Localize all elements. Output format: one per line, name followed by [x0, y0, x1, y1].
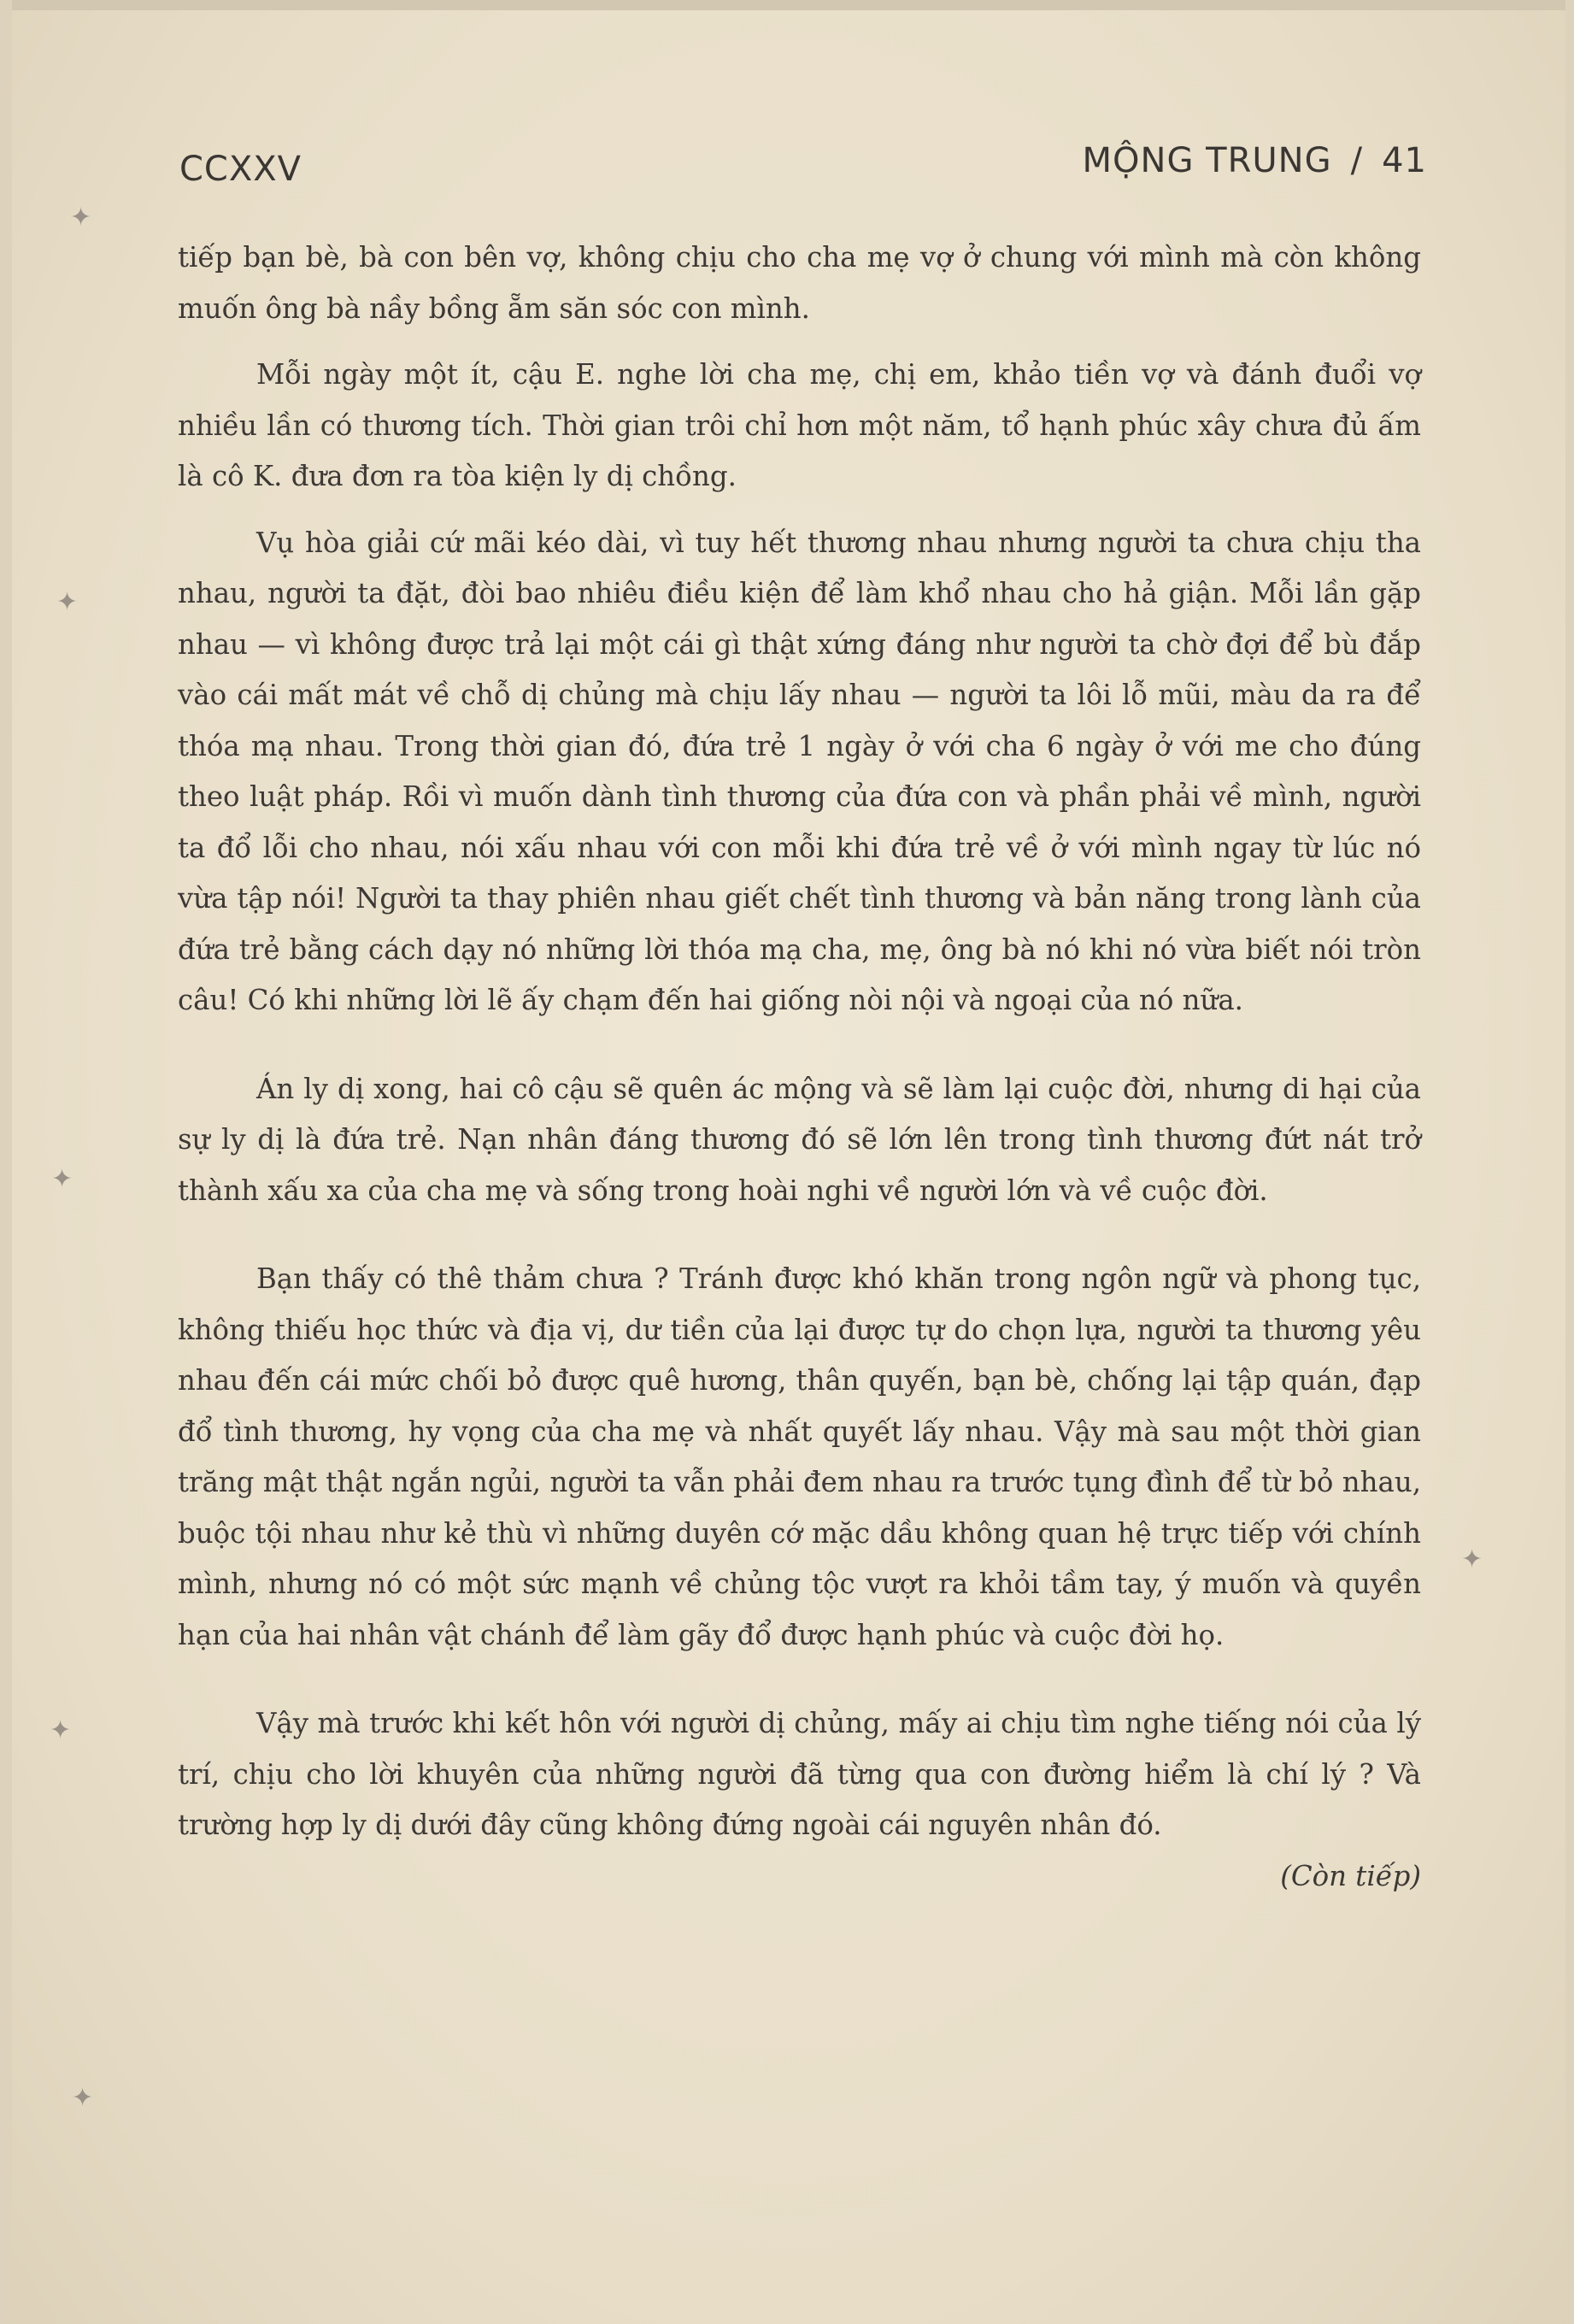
page-tear-mark-icon: ✦ [1461, 1544, 1483, 1574]
paragraph-spacer [178, 1661, 1421, 1698]
issue-number: CCXXV [179, 150, 302, 189]
binding-hole-mark-icon: ✦ [70, 203, 92, 232]
paragraph: Bạn thấy có thê thảm chưa ? Tránh được khó khăn trong ngôn ngữ và phong tục, không thiếu học thức và địa vị, dư tiền của lại được tự do chọn lựa, người ta thương yêu nhau đến cái mức chối bỏ được quê hương, thân quyến, bạn bè, chống lại tập quán, đạp đổ tình thương, hy vọng của cha mẹ và nhất quyết lấy nhau. Vậy mà sau một thời gian trăng mật thật ngắn ngủi, người ta vẫn phải đem nhau ra trước tụng đình để từ bỏ nhau, buộc tội nhau như kẻ thù vì những duyên cớ mặc dầu không quan hệ trực tiếp với chính mình, nhưng nó có một sức mạnh về chủng tộc vượt ra khỏi tầm tay, ý muốn và quyền hạn của hai nhân vật chánh để làm gãy đổ được hạnh phúc và cuộc đời họ. [178, 1262, 1421, 1651]
binding-hole-mark-icon: ✦ [56, 587, 79, 617]
article-body [178, 232, 1421, 1902]
binding-hole-mark-icon: ✦ [50, 1715, 72, 1745]
binding-hole-mark-icon: ✦ [51, 1164, 73, 1194]
page-left-edge [0, 0, 12, 2324]
page-right-edge [1565, 0, 1574, 2324]
continuation-note: (Còn tiếp) [1280, 1859, 1421, 1892]
binding-hole-mark-icon: ✦ [72, 2083, 94, 2113]
paragraph-spacer [178, 1027, 1421, 1064]
paragraph: Vụ hòa giải cứ mãi kéo dài, vì tuy hết thương nhau nhưng người ta chưa chịu tha nhau, người ta đặt, đòi bao nhiêu điều kiện để làm khổ nhau cho hả giận. Mỗi lần gặp nhau — vì không được trả lại một cái gì thật xứng đáng như người ta chờ đợi để bù đắp vào cái mất mát về chỗ dị chủng mà chịu lấy nhau — người ta lôi lỗ mũi, màu da ra để thóa mạ nhau. Trong thời gian đó, đứa trẻ 1 ngày ở với cha 6 ngày ở với me cho đúng theo luật pháp. Rồi vì muốn dành tình thương của đứa con và phần phải về mình, người ta đổ lỗi cho nhau, nói xấu nhau với con mỗi khi đứa trẻ về ở với mình ngay từ lúc nó vừa tập nói! Người ta thay phiên nhau giết chết tình thương và bản năng trong lành của đứa trẻ bằng cách dạy nó những lời thóa mạ cha, mẹ, ông bà nó khi nó vừa biết nói tròn câu! Có khi những lời lẽ ấy chạm đến hai giống nòi nội và ngoại của nó nữa. [178, 526, 1421, 1016]
paragraph-spacer [178, 503, 1421, 518]
paragraph: tiếp bạn bè, bà con bên vợ, không chịu cho cha mẹ vợ ở chung với mình mà còn không muốn ông bà nầy bồng ẵm săn sóc con mình. [178, 241, 1421, 325]
running-head [1083, 141, 1427, 180]
page-header [179, 141, 1427, 192]
paragraph-spacer [178, 1216, 1421, 1254]
paragraph: Án ly dị xong, hai cô cậu sẽ quên ác mộng và sẽ làm lại cuộc đời, nhưng di hại của sự ly dị là đứa trẻ. Nạn nhân đáng thương đó sẽ lớn lên trong tình thương đứt nát trở thành xấu xa của cha mẹ và sống trong hoài nghi về người lớn và về cuộc đời. [178, 1072, 1421, 1207]
paragraph: Vậy mà trước khi kết hôn với người dị chủng, mấy ai chịu tìm nghe tiếng nói của lý trí, chịu cho lời khuyên của những người đã từng qua con đường hiểm là chí lý ? Và trường hợp ly dị dưới đây cũng không đứng ngoài cái nguyên nhân đó. [178, 1707, 1421, 1841]
header-separator: / [1350, 141, 1364, 180]
paragraph: Mỗi ngày một ít, cậu E. nghe lời cha mẹ, chị em, khảo tiền vợ và đánh đuổi vợ nhiều lần có thương tích. Thời gian trôi chỉ hơn một năm, tổ hạnh phúc xây chưa đủ ấm là cô K. đưa đơn ra tòa kiện ly dị chồng. [178, 358, 1421, 492]
paragraph-spacer [178, 334, 1421, 350]
page-top-edge [0, 0, 1574, 10]
running-title: MỘNG TRUNG [1082, 141, 1332, 180]
page-number: 41 [1382, 141, 1427, 180]
